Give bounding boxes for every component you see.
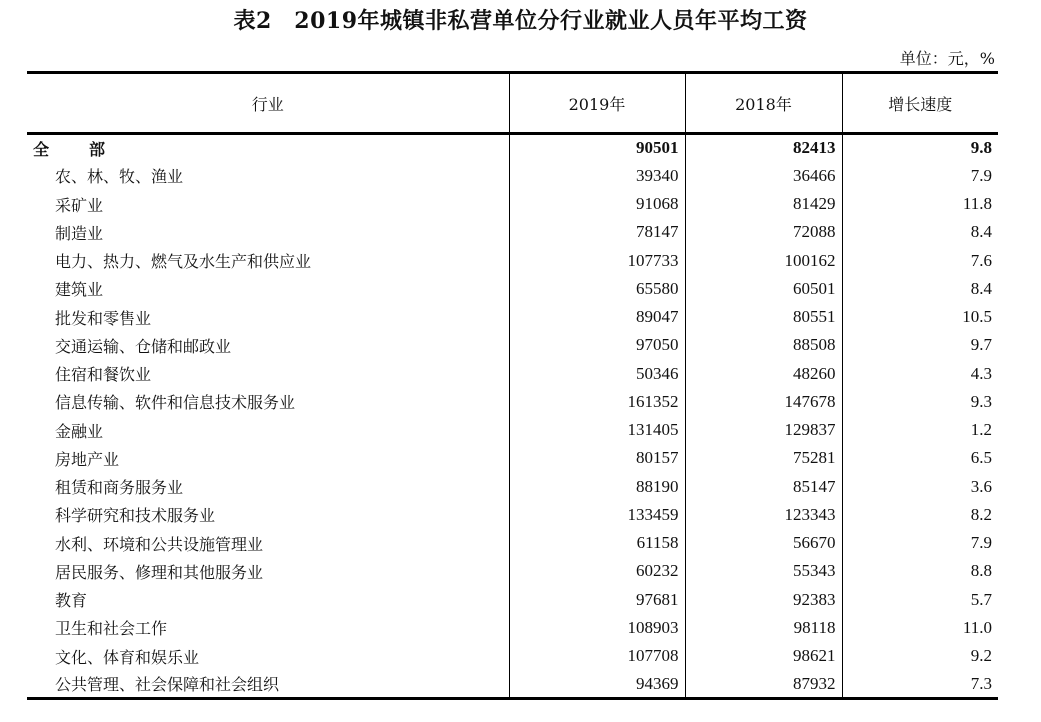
row-name: 金融业	[55, 421, 104, 441]
row-2019: 133459	[509, 501, 685, 529]
row-growth: 9.7	[842, 331, 998, 359]
row-growth: 9.2	[842, 642, 998, 670]
table-row	[27, 218, 998, 246]
table-row	[27, 670, 998, 698]
row-2019: 94369	[509, 670, 685, 698]
table-row	[27, 388, 998, 416]
header-2019: 2019年	[509, 73, 685, 134]
row-2018: 56670	[685, 529, 842, 557]
row-2019: 50346	[509, 360, 685, 388]
table-row-total	[27, 134, 998, 162]
unit-label: 单位：元，%	[899, 49, 995, 68]
row-growth: 8.2	[842, 501, 998, 529]
row-name: 居民服务、修理和其他服务业	[55, 562, 264, 582]
table-row	[27, 360, 998, 388]
row-2019: 65580	[509, 275, 685, 303]
row-name: 房地产业	[55, 449, 120, 469]
header-growth: 增长速度	[842, 73, 998, 134]
table-header	[27, 73, 998, 134]
table-row	[27, 529, 998, 557]
row-growth: 8.8	[842, 557, 998, 585]
row-2018: 123343	[685, 501, 842, 529]
table-row	[27, 331, 998, 359]
row-2019: 91068	[509, 190, 685, 218]
row-2019: 107708	[509, 642, 685, 670]
row-name: 批发和零售业	[55, 308, 152, 328]
row-2019: 107733	[509, 247, 685, 275]
row-2018: 92383	[685, 586, 842, 614]
row-growth: 9.8	[842, 134, 998, 162]
table-row	[27, 473, 998, 501]
row-2018: 36466	[685, 162, 842, 190]
row-growth: 1.2	[842, 416, 998, 444]
row-growth: 7.6	[842, 247, 998, 275]
row-name: 制造业	[55, 223, 104, 243]
row-2019: 39340	[509, 162, 685, 190]
row-2018: 82413	[685, 134, 842, 162]
row-2019: 61158	[509, 529, 685, 557]
row-name: 水利、环境和公共设施管理业	[55, 534, 264, 554]
row-2019: 89047	[509, 303, 685, 331]
table-row	[27, 586, 998, 614]
row-growth: 8.4	[842, 275, 998, 303]
row-name: 科学研究和技术服务业	[55, 506, 216, 526]
row-name: 住宿和餐饮业	[55, 365, 152, 385]
header-row	[27, 73, 998, 134]
table-row	[27, 501, 998, 529]
row-2018: 85147	[685, 473, 842, 501]
row-growth: 3.6	[842, 473, 998, 501]
row-2018: 81429	[685, 190, 842, 218]
row-growth: 11.0	[842, 614, 998, 642]
row-name: 教育	[55, 591, 88, 611]
table-title: 表2 2019年城镇非私营单位分行业就业人员年平均工资	[233, 8, 808, 34]
row-2018: 147678	[685, 388, 842, 416]
row-growth: 6.5	[842, 444, 998, 472]
row-name: 租赁和商务服务业	[55, 478, 184, 498]
row-2018: 98621	[685, 642, 842, 670]
wage-table	[27, 71, 998, 700]
row-name: 全 部	[33, 139, 118, 159]
table-row	[27, 614, 998, 642]
row-name: 农、林、牧、渔业	[55, 167, 184, 187]
row-growth: 8.4	[842, 218, 998, 246]
row-name: 文化、体育和娱乐业	[55, 647, 200, 667]
row-2018: 80551	[685, 303, 842, 331]
header-industry: 行业	[27, 73, 509, 134]
table-row	[27, 642, 998, 670]
row-growth: 7.9	[842, 529, 998, 557]
table-row	[27, 162, 998, 190]
row-2019: 131405	[509, 416, 685, 444]
row-2019: 90501	[509, 134, 685, 162]
row-growth: 10.5	[842, 303, 998, 331]
row-2019: 108903	[509, 614, 685, 642]
row-2018: 48260	[685, 360, 842, 388]
row-name: 采矿业	[55, 195, 104, 215]
row-growth: 4.3	[842, 360, 998, 388]
row-growth: 7.9	[842, 162, 998, 190]
row-2018: 55343	[685, 557, 842, 585]
row-name: 公共管理、社会保障和社会组织	[27, 670, 509, 698]
row-name: 信息传输、软件和信息技术服务业	[55, 393, 296, 413]
table-row	[27, 275, 998, 303]
table-row	[27, 190, 998, 218]
row-2019: 88190	[509, 473, 685, 501]
table-row	[27, 247, 998, 275]
row-2019: 80157	[509, 444, 685, 472]
row-2018: 60501	[685, 275, 842, 303]
row-2019: 161352	[509, 388, 685, 416]
row-name: 电力、热力、燃气及水生产和供应业	[55, 252, 312, 272]
row-2019: 97050	[509, 331, 685, 359]
row-2019: 78147	[509, 218, 685, 246]
row-growth: 5.7	[842, 586, 998, 614]
row-2018: 98118	[685, 614, 842, 642]
table-row	[27, 557, 998, 585]
row-2018: 129837	[685, 416, 842, 444]
row-2019: 60232	[509, 557, 685, 585]
row-2018: 87932	[685, 670, 842, 698]
row-2018: 100162	[685, 247, 842, 275]
row-2018: 88508	[685, 331, 842, 359]
row-2018: 72088	[685, 218, 842, 246]
row-growth: 9.3	[842, 388, 998, 416]
table-row	[27, 416, 998, 444]
row-name: 卫生和社会工作	[55, 619, 168, 639]
row-2019: 97681	[509, 586, 685, 614]
header-2018: 2018年	[685, 73, 842, 134]
table-row	[27, 303, 998, 331]
row-growth: 11.8	[842, 190, 998, 218]
row-name: 交通运输、仓储和邮政业	[55, 336, 232, 356]
table-body	[27, 134, 998, 699]
row-2018: 75281	[685, 444, 842, 472]
table-row	[27, 444, 998, 472]
row-name: 建筑业	[55, 280, 104, 300]
row-growth: 7.3	[842, 670, 998, 698]
